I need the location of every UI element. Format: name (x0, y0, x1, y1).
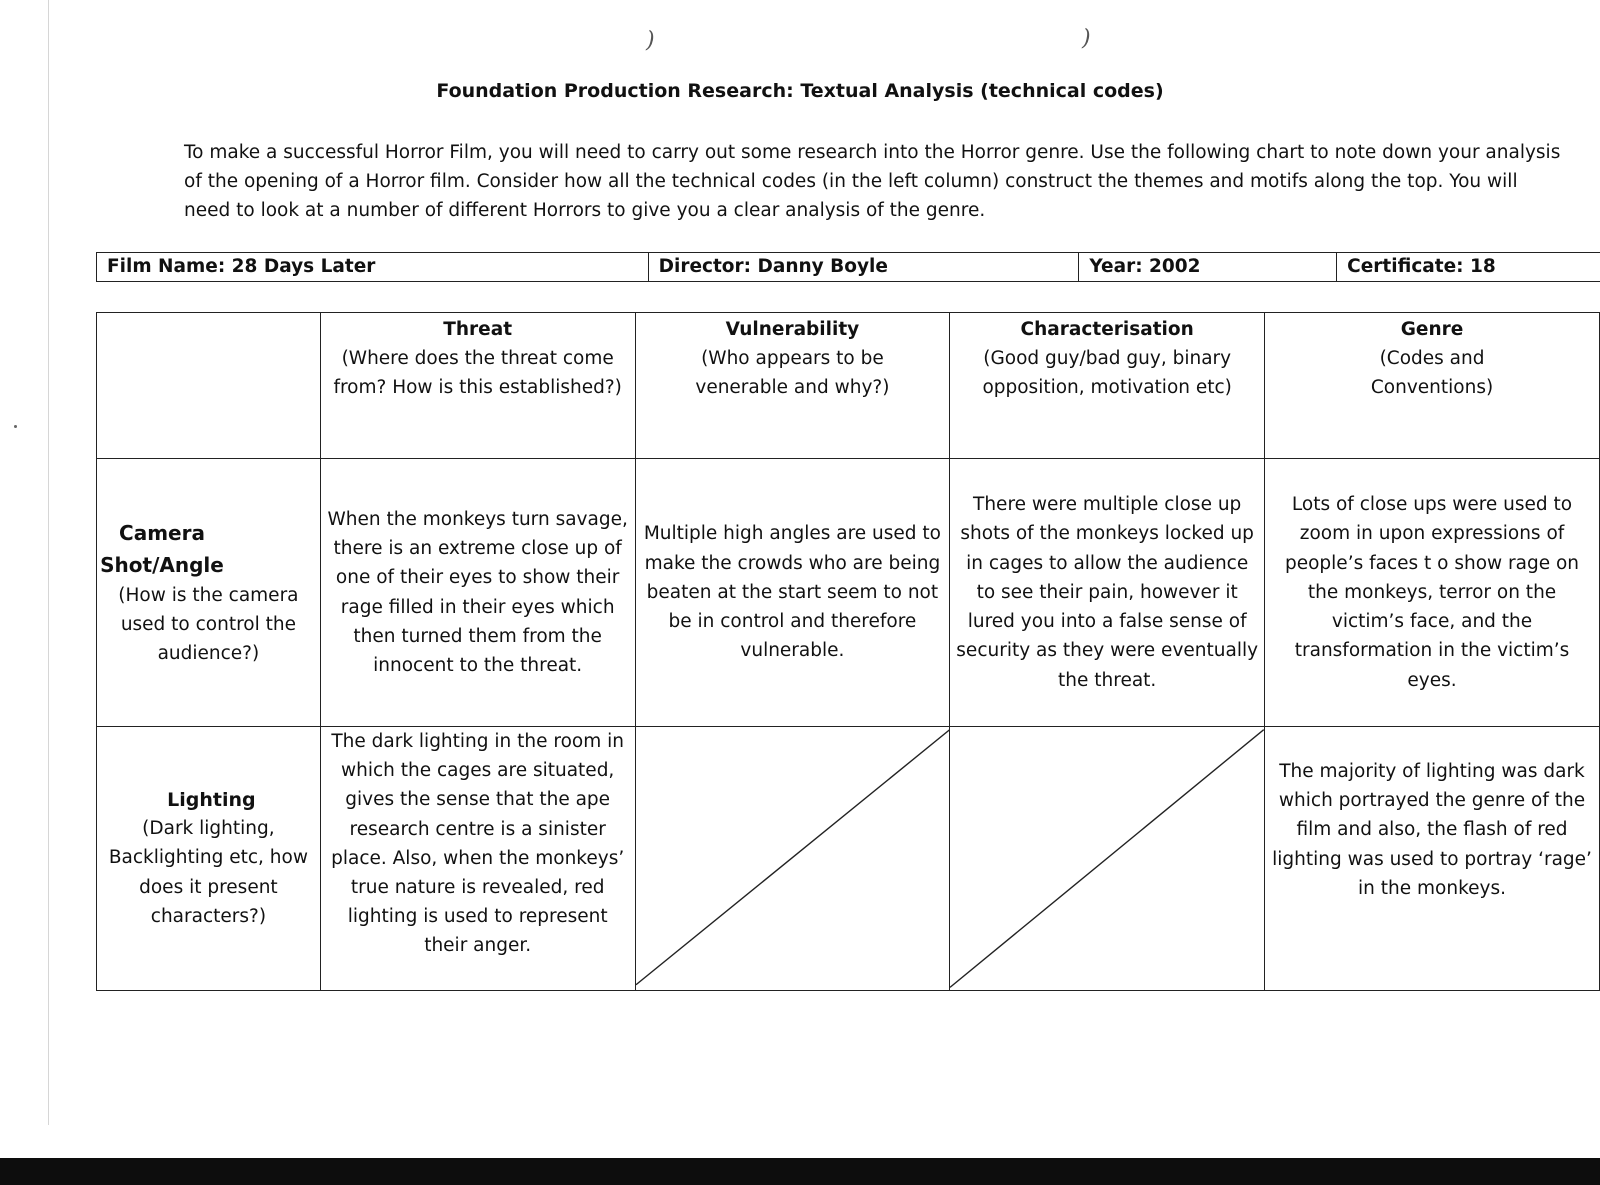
table-cell (635, 459, 950, 727)
analysis-table (96, 312, 1600, 991)
column-header-vulnerability (635, 313, 950, 459)
table-cell (320, 727, 635, 991)
film-info-bar (96, 252, 1600, 282)
row-title: Lighting (167, 789, 256, 812)
row-header-camera (97, 459, 321, 727)
column-title: Vulnerability (725, 319, 860, 340)
header-row (97, 313, 1600, 459)
column-subtitle: (Good guy/bad guy, binary opposition, motivation etc) (982, 348, 1232, 399)
cell-text: The majority of lighting was dark which portrayed the genre of the film and also, the flash of red lighting was used to portray ‘rage’ in the monkeys. (1272, 761, 1592, 899)
cell-text: Lots of close ups were used to zoom in upon expressions of people’s faces t o show rage on the monkeys, terror on the victim’s face, and the transformation in the victim’s eyes. (1284, 494, 1580, 691)
row-title: Camera Shot/Angle (100, 520, 224, 577)
intro-paragraph: To make a successful Horror Film, you will need to carry out some research into the Horror genre. Use the following chart to note down your analysis of the opening of a Horror film. Consider how all the technical codes (in the left column) construct the themes and motifs along the top. You will need to look at a number of different Horrors to give you a clear analysis of the genre. (184, 142, 1561, 221)
table-cell (320, 459, 635, 727)
scan-speck (14, 425, 17, 428)
column-title: Genre (1400, 319, 1464, 340)
punch-hole-mark: ) (646, 28, 655, 53)
column-header-characterisation (950, 313, 1265, 459)
table-row (97, 727, 1600, 991)
column-subtitle: (Where does the threat come from? How is this established?) (333, 348, 622, 399)
cell-text: There were multiple close up shots of the monkeys locked up in cages to allow the audience to see their pain, however it lured you into a false sense of security as they were eventually the threat. (956, 494, 1259, 691)
certificate: Certificate: 18 (1347, 256, 1496, 277)
column-subtitle: (Codes and Conventions) (1370, 348, 1494, 399)
punch-hole-mark: ) (1082, 26, 1091, 51)
table-cell (1265, 459, 1600, 727)
table-cell (1265, 727, 1600, 991)
cell-text: The dark lighting in the room in which the cages are situated, gives the sense that the ape research centre is a sinister place. Also, when the monkeys’ true nature is revealed, red lighting is used to represent their anger. (331, 731, 625, 957)
row-subtitle: (Dark lighting, Backlighting etc, how does it present characters?) (108, 818, 308, 927)
row-subtitle: (How is the camera used to control the audience?) (118, 584, 299, 665)
diagonal-strike (950, 727, 1264, 990)
film-name: Film Name: 28 Days Later (97, 253, 649, 281)
cell-text: When the monkeys turn savage, there is an extreme close up of one of their eyes to show their rage filled in their eyes which then turned them from the innocent to the threat. (327, 508, 628, 676)
table-row (97, 459, 1600, 727)
director: Director: Danny Boyle (649, 253, 1080, 281)
table-cell-crossed-out (635, 727, 950, 991)
row-header-lighting (97, 727, 321, 991)
table-cell-crossed-out (950, 727, 1265, 991)
corner-cell (97, 313, 321, 459)
page-title: Foundation Production Research: Textual Analysis (technical codes) (436, 80, 1164, 102)
column-header-genre (1265, 313, 1600, 459)
table-cell (950, 459, 1265, 727)
column-header-threat (320, 313, 635, 459)
cell-text: Multiple high angles are used to make the crowds who are being beaten at the start seem to not be in control and therefore vulnerable. (643, 523, 941, 662)
column-title: Characterisation (1020, 319, 1194, 340)
diagonal-strike (636, 727, 950, 990)
year: Year: 2002 (1079, 253, 1337, 281)
column-title: Threat (443, 319, 513, 340)
scan-bottom-border (0, 1158, 1600, 1185)
scan-edge-line (48, 0, 49, 1125)
column-subtitle: (Who appears to be venerable and why?) (695, 348, 890, 399)
